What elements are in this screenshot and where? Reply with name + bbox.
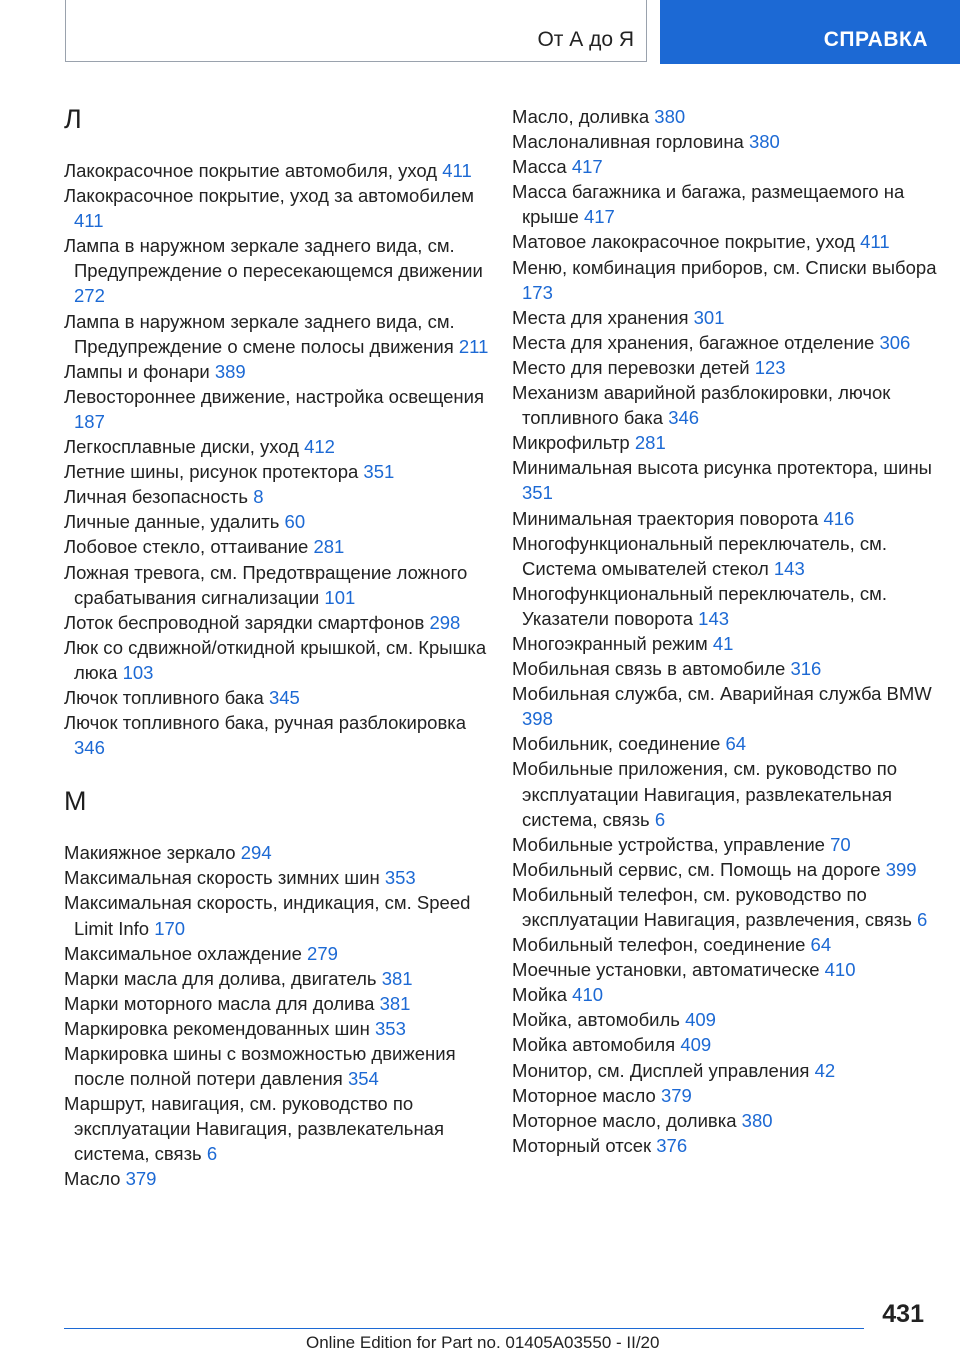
page-link[interactable]: 70: [830, 833, 851, 855]
index-entry-text: Мобильный телефон, соединение: [512, 934, 806, 956]
section-letter-m: М: [64, 786, 87, 817]
index-entry-text: Личная безопасность: [64, 486, 249, 508]
index-entry: [512, 355, 937, 380]
index-entry: [64, 359, 489, 384]
index-entry: [512, 756, 937, 831]
index-entry-text: Место для перевозки детей: [512, 356, 750, 378]
page-link[interactable]: 381: [379, 992, 411, 1014]
index-entry-text: Матовое лакокрасочное покрытие, уход: [512, 231, 855, 253]
page-link[interactable]: 8: [253, 486, 264, 508]
index-entry-text: Мобильные приложения, см. руководство по эксплуатации Навигация, развлекательная система, связь: [512, 758, 897, 830]
index-entry: [512, 1108, 937, 1133]
index-entry: [512, 1133, 937, 1158]
index-entry: [64, 941, 489, 966]
index-entry: [64, 865, 489, 890]
index-entry-text: Лакокрасочное покрытие автомобиля, уход: [64, 160, 438, 181]
index-entry: [64, 635, 489, 685]
index-entry-text: Мобильная служба, см. Аварийная служба BMW: [512, 683, 932, 705]
index-entry: [512, 380, 937, 430]
index-entry-text: Масло, доливка: [512, 106, 650, 127]
index-entry-text: Монитор, см. Дисплей управления: [512, 1059, 810, 1081]
page-link[interactable]: 170: [154, 917, 186, 939]
index-entry-text: Максимальное охлаждение: [64, 942, 302, 964]
page-link[interactable]: 412: [304, 436, 335, 458]
page-link[interactable]: 345: [268, 686, 300, 708]
index-entry: [64, 384, 489, 434]
index-entry-text: Мобильная связь в автомобиле: [512, 658, 786, 680]
page-link[interactable]: 353: [384, 867, 416, 889]
page-link[interactable]: 354: [347, 1068, 379, 1090]
index-entry-text: Места для хранения: [512, 306, 689, 328]
index-entry: [64, 610, 489, 635]
index-entry-text: Места для хранения, багажное отделение: [512, 331, 875, 353]
page-link[interactable]: 6: [206, 1143, 218, 1165]
index-entry-text: Моторное масло, доливка: [512, 1109, 737, 1131]
index-entry-text: Маслоналивная горловина: [512, 131, 744, 153]
index-entry: [64, 1166, 489, 1191]
page-link[interactable]: 42: [814, 1059, 836, 1081]
index-entry: [64, 840, 489, 865]
index-entry: [512, 857, 937, 882]
page-link[interactable]: 411: [442, 160, 472, 181]
index-entry-text: Меню, комбинация приборов, см. Списки выбора: [512, 256, 937, 278]
index-entry: [512, 681, 937, 731]
page-link[interactable]: 306: [879, 331, 911, 353]
index-entry-text: Лючок топливного бака: [64, 686, 264, 708]
page-link[interactable]: 398: [522, 708, 553, 730]
index-list-l: [64, 158, 489, 760]
index-entry-text: Лампы и фонари: [64, 360, 210, 382]
index-list-m-right: [512, 104, 937, 1158]
index-entry: [64, 685, 489, 710]
index-entry-text: Мобильные устройства, управление: [512, 833, 825, 855]
index-entry-text: Лоток беспроводной зарядки смартфонов: [64, 611, 425, 633]
page-link[interactable]: 298: [429, 611, 461, 633]
index-entry: [512, 154, 937, 179]
page-link[interactable]: 173: [522, 281, 553, 303]
index-entry: [512, 531, 937, 581]
page-link[interactable]: 143: [773, 557, 805, 579]
index-entry-text: Марки моторного масла для долива: [64, 992, 375, 1014]
index-entry: [64, 534, 489, 559]
index-entry-text: Мобильник, соединение: [512, 733, 721, 755]
index-entry: [512, 932, 937, 957]
index-entry-text: Ложная тревога, см. Предотвращение ложного срабатывания сигнализации: [64, 561, 468, 608]
page-link[interactable]: 376: [656, 1134, 688, 1156]
page-link[interactable]: 389: [214, 360, 246, 382]
index-entry: [512, 631, 937, 656]
page-link[interactable]: 351: [363, 461, 395, 483]
tab-a-to-z-label: От А до Я: [537, 28, 634, 51]
index-entry-text: Многофункциональный переключатель, см. Система омывателей стекол: [512, 532, 887, 579]
index-entry-text: Лампа в наружном зеркале заднего вида, см. Предупреждение о пересекающемся движении: [64, 235, 483, 282]
page-link[interactable]: 410: [572, 984, 604, 1006]
page-link[interactable]: 380: [654, 106, 686, 127]
index-entry: [512, 656, 937, 681]
index-entry-text: Максимальная скорость, индикация, см. Speed Limit Info: [64, 892, 471, 939]
page-link[interactable]: 399: [885, 858, 917, 880]
index-entry: [64, 484, 489, 509]
index-entry: [512, 129, 937, 154]
page-link[interactable]: 187: [74, 410, 105, 432]
index-entry: [64, 890, 489, 940]
page-link[interactable]: 279: [307, 942, 338, 964]
index-list-m-left: [64, 840, 489, 1191]
index-entry-text: Маршрут, навигация, см. руководство по эксплуатации Навигация, развлекательная система, связь: [64, 1093, 444, 1165]
index-entry: [512, 1007, 937, 1032]
index-entry: [512, 957, 937, 982]
index-entry: [512, 581, 937, 631]
page-link[interactable]: 353: [375, 1017, 406, 1039]
page-link[interactable]: 346: [74, 737, 105, 759]
page-link[interactable]: 411: [74, 210, 104, 232]
page-link[interactable]: 346: [668, 407, 700, 429]
index-entry: [512, 1083, 937, 1108]
page-link[interactable]: 64: [725, 733, 747, 755]
index-entry: [512, 179, 937, 229]
index-entry-text: Люк со сдвижной/откидной крышкой, см. Крышка люка: [64, 636, 487, 683]
page-link[interactable]: 123: [754, 356, 786, 378]
index-entry-text: Моечные установки, автоматическе: [512, 959, 820, 981]
page-link[interactable]: 272: [74, 285, 105, 307]
tab-a-to-z[interactable]: [65, 0, 647, 62]
index-entry: [64, 459, 489, 484]
index-entry: [512, 305, 937, 330]
index-entry: [512, 455, 937, 505]
index-entry: [64, 991, 489, 1016]
index-column-right: [512, 104, 937, 1158]
page-link[interactable]: 60: [284, 511, 306, 533]
page-link[interactable]: 416: [823, 507, 855, 529]
index-entry: [64, 966, 489, 991]
index-entry: [512, 832, 937, 857]
index-entry: [64, 183, 489, 233]
page-link[interactable]: 6: [917, 909, 928, 930]
index-entry: [512, 430, 937, 455]
index-entry-text: Механизм аварийной разблокировки, лючок топливного бака: [512, 382, 891, 429]
page-link[interactable]: 143: [698, 607, 730, 629]
page-link[interactable]: 281: [634, 432, 666, 454]
index-entry-text: Легкосплавные диски, уход: [64, 436, 299, 458]
index-entry: [512, 330, 937, 355]
index-entry: [64, 710, 489, 760]
page-link[interactable]: 64: [810, 934, 832, 956]
index-entry-text: Микрофильтр: [512, 432, 630, 454]
index-entry-text: Моторный отсек: [512, 1134, 652, 1156]
footer-edition: Online Edition for Part no. 01405A03550 - II/20: [306, 1333, 660, 1352]
page-link[interactable]: 316: [790, 658, 822, 680]
index-entry-text: Лакокрасочное покрытие, уход за автомобилем: [64, 185, 474, 207]
index-entry-text: Масло: [64, 1168, 121, 1190]
index-entry-text: Лючок топливного бака, ручная разблокировка: [64, 712, 467, 734]
header: [0, 0, 960, 64]
index-entry: [512, 982, 937, 1007]
index-entry-text: Маркировка рекомендованных шин: [64, 1017, 370, 1039]
index-entry-text: Мойка автомобиля: [512, 1034, 676, 1056]
index-entry-text: Минимальная траектория поворота: [512, 507, 819, 529]
index-entry-text: Летние шины, рисунок протектора: [64, 461, 359, 483]
page-link[interactable]: 294: [240, 842, 272, 864]
tab-help-label: СПРАВКА: [823, 28, 928, 51]
index-entry-text: Максимальная скорость зимних шин: [64, 867, 380, 889]
index-entry-text: Мойка, автомобиль: [512, 1009, 680, 1031]
index-entry-text: Левостороннее движение, настройка освещения: [64, 385, 484, 407]
footer-divider: [64, 1328, 864, 1329]
index-column-left: [64, 98, 489, 1192]
index-entry: [512, 104, 937, 129]
index-entry-text: Многофункциональный переключатель, см. Указатели поворота: [512, 582, 887, 629]
index-entry: [64, 309, 489, 359]
page-link[interactable]: 6: [654, 808, 666, 830]
page-link[interactable]: 103: [122, 661, 154, 683]
tab-help[interactable]: [660, 0, 960, 64]
page-link[interactable]: 211: [458, 335, 489, 357]
index-entry-text: Марки масла для долива, двигатель: [64, 967, 377, 989]
index-entry: [64, 560, 489, 610]
page-link[interactable]: 101: [324, 586, 356, 608]
page-number: 431: [882, 1300, 924, 1328]
index-entry: [512, 1032, 937, 1057]
index-entry: [64, 1091, 489, 1166]
index-entry-text: Маркировка шины с возможностью движения после полной потери давления: [64, 1043, 456, 1090]
index-entry-text: Масса багажника и багажа, размещаемого на крыше: [512, 181, 905, 228]
index-entry-text: Масса: [512, 156, 567, 178]
page-link[interactable]: 351: [522, 482, 553, 504]
page-link[interactable]: 379: [660, 1084, 692, 1106]
index-entry-text: Многоэкранный режим: [512, 632, 708, 654]
index-entry: [64, 434, 489, 459]
index-entry: [512, 1058, 937, 1083]
index-entry-text: Мобильный сервис, см. Помощь на дороге: [512, 858, 881, 880]
index-entry: [64, 1016, 489, 1041]
index-entry-text: Минимальная высота рисунка протектора, шины: [512, 457, 932, 479]
index-entry: [512, 229, 937, 254]
index-entry: [64, 233, 489, 308]
index-entry-text: Лобовое стекло, оттаивание: [64, 536, 309, 558]
page-link[interactable]: 417: [571, 156, 603, 178]
index-entry-text: Моторное масло: [512, 1084, 656, 1106]
page-link[interactable]: 409: [685, 1009, 716, 1031]
page-link[interactable]: 41: [712, 632, 734, 654]
page-link[interactable]: 409: [680, 1034, 712, 1056]
page-link[interactable]: 281: [313, 536, 345, 558]
page-link[interactable]: 410: [824, 959, 856, 981]
index-entry-text: Мойка: [512, 984, 568, 1006]
page-link[interactable]: 301: [693, 306, 725, 328]
page-link[interactable]: 380: [748, 131, 780, 153]
page-link[interactable]: 379: [125, 1168, 157, 1190]
page-link[interactable]: 411: [860, 231, 890, 253]
page-link[interactable]: 380: [741, 1109, 773, 1131]
index-entry: [512, 731, 937, 756]
index-entry-text: Лампа в наружном зеркале заднего вида, см. Предупреждение о смене полосы движения: [64, 310, 455, 357]
index-entry: [64, 158, 489, 183]
index-entry: [64, 1041, 489, 1091]
index-entry-text: Личные данные, удалить: [64, 511, 280, 533]
page-link[interactable]: 381: [381, 967, 413, 989]
index-entry-text: Мобильный телефон, см. руководство по эксплуатации Навигация, развлечения, связь: [512, 883, 912, 930]
index-entry: [64, 509, 489, 534]
section-letter-l: Л: [64, 104, 82, 134]
index-entry: [512, 255, 937, 305]
index-entry: [512, 882, 937, 932]
index-entry-text: Макияжное зеркало: [64, 842, 236, 864]
page-link[interactable]: 417: [583, 206, 615, 228]
index-entry: [512, 506, 937, 531]
